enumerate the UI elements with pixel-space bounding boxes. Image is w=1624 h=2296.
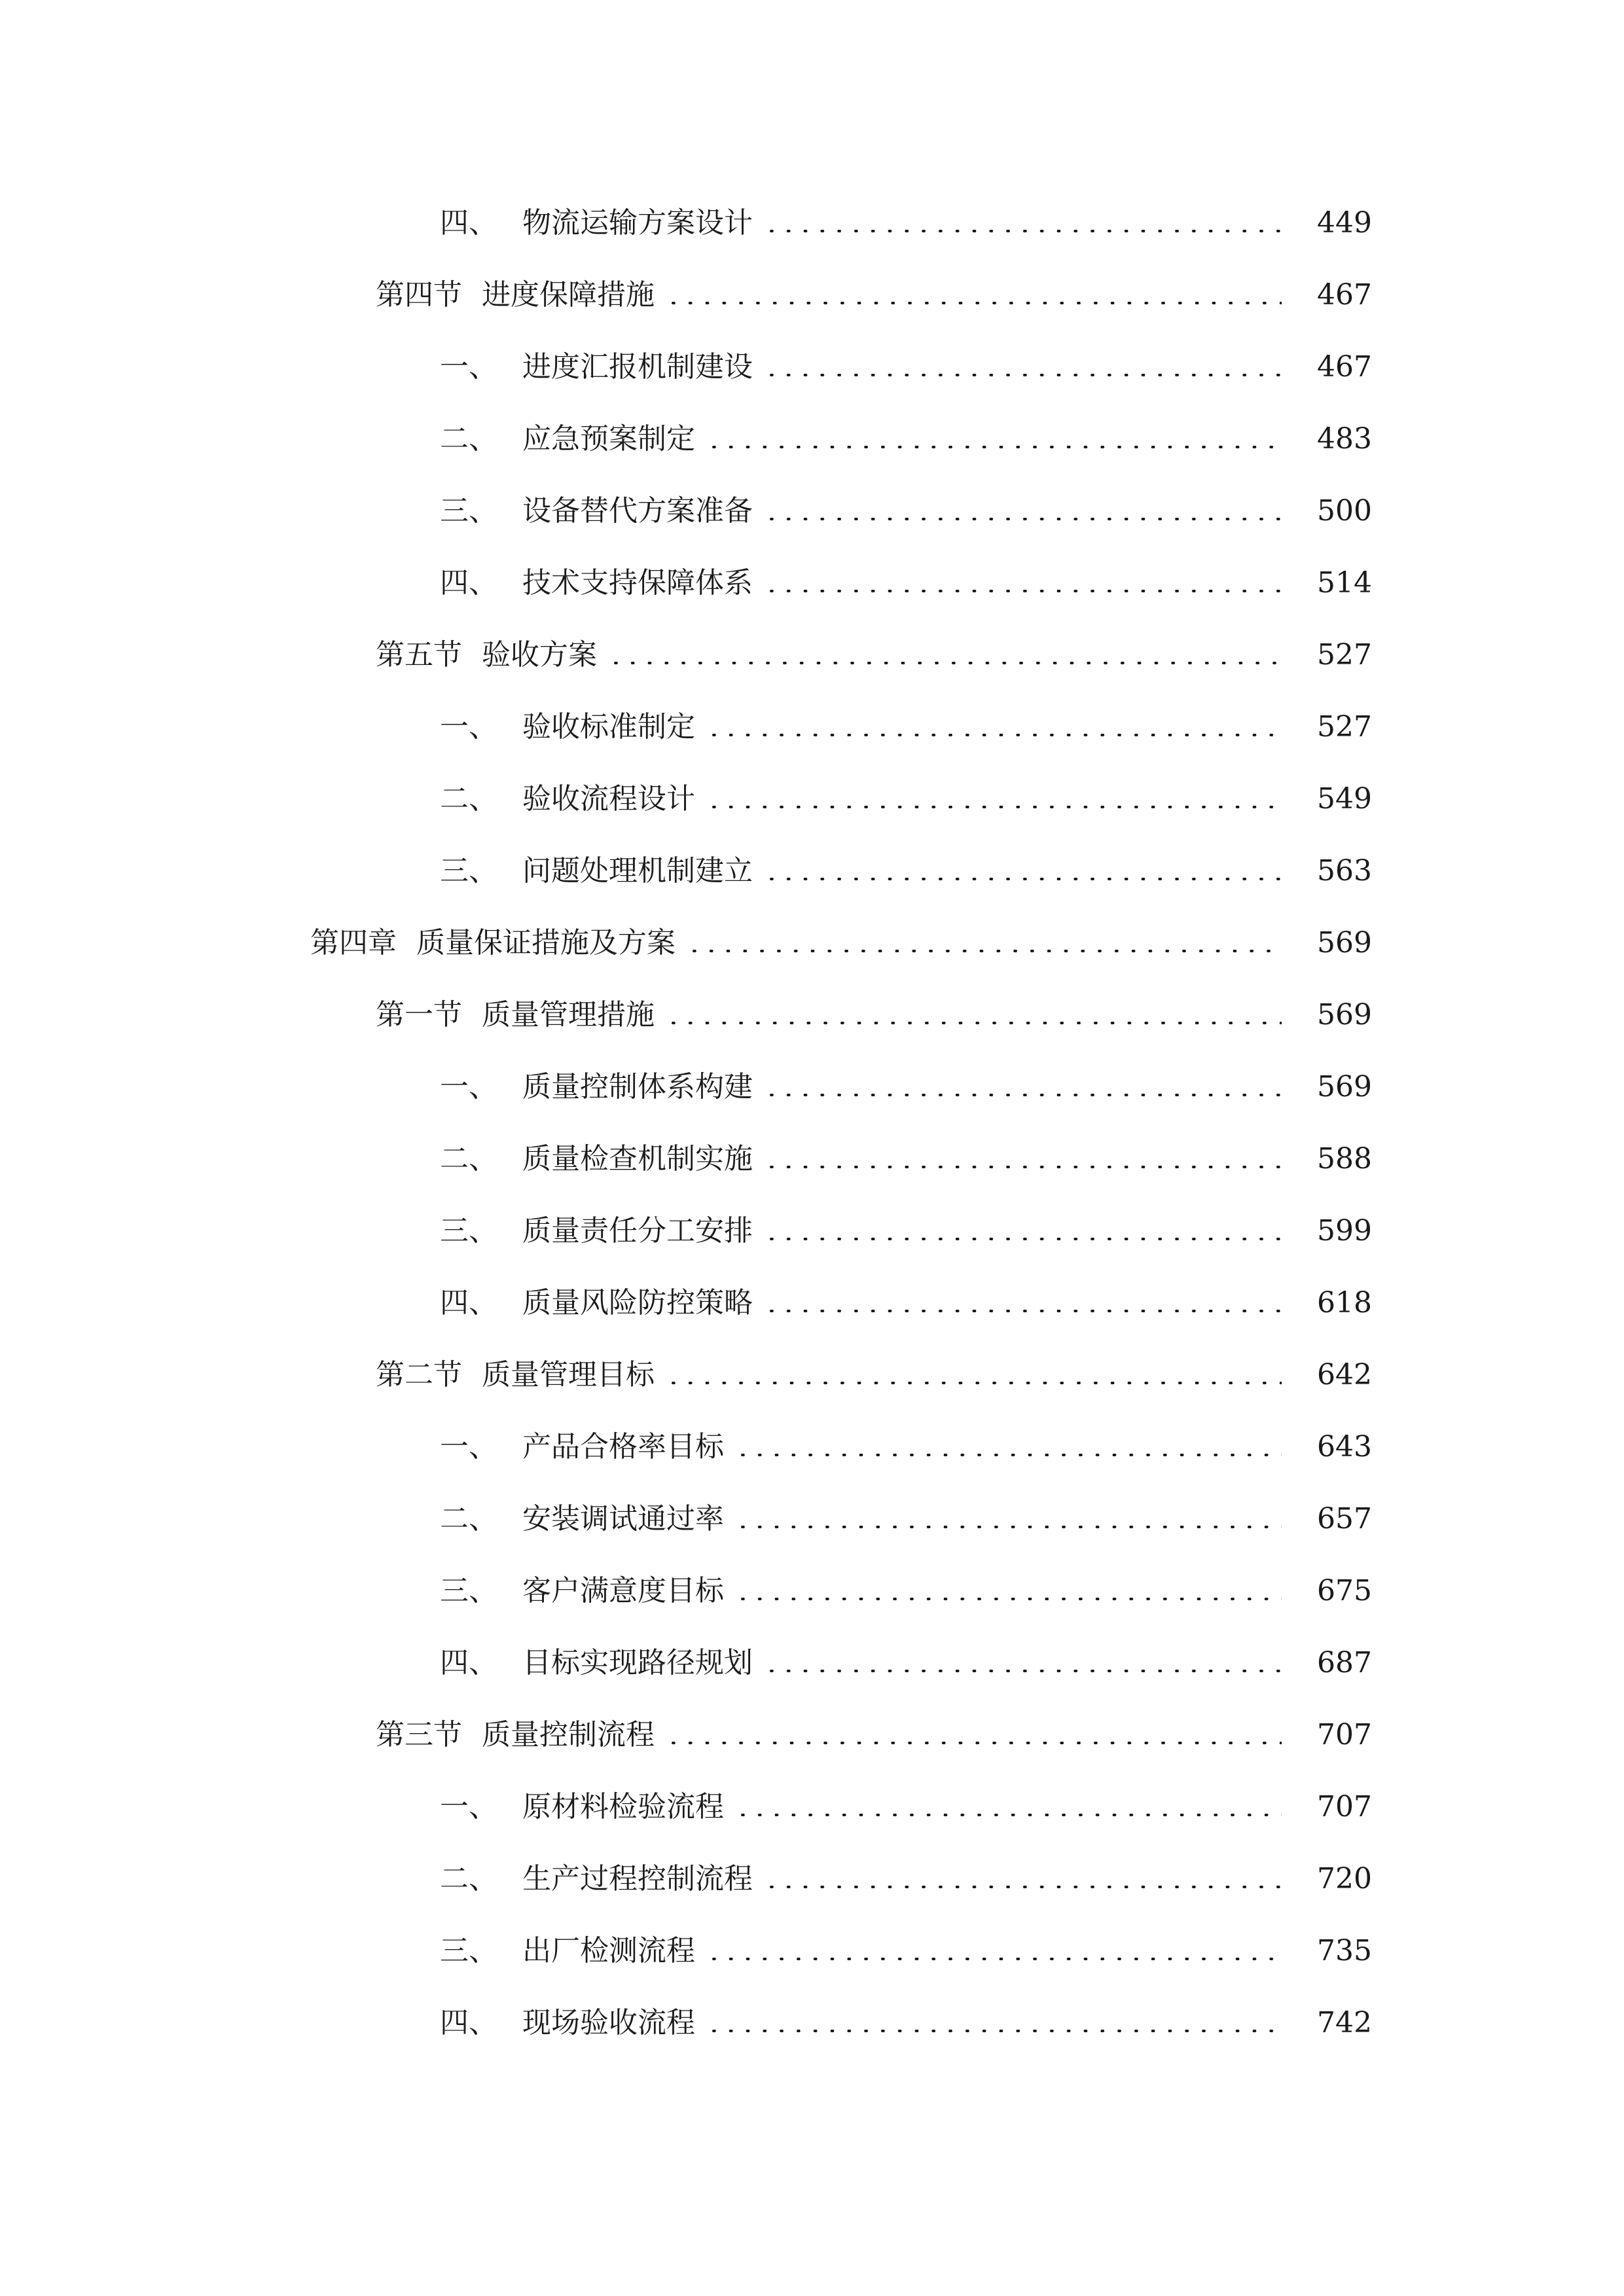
toc-entry-item[interactable] [0,1195,1624,1267]
toc-entry-marker: 三、 [440,1934,497,1967]
toc-entry-page-number: 467 [1317,350,1372,384]
dot-leader [763,590,1282,592]
toc-entry-title: 进度保障措施 [482,278,655,312]
toc-entry-marker: 三、 [440,1214,497,1247]
dot-leader [665,1022,1282,1024]
toc-entry-title: 质量控制体系构建 [522,1070,753,1103]
dot-leader [706,734,1282,736]
toc-entry-section[interactable] [0,979,1624,1051]
dot-leader [706,2030,1282,2032]
toc-entry-item[interactable] [0,1627,1624,1699]
toc-entry-title: 物流运输方案设计 [522,206,753,240]
toc-entry-page-number: 569 [1317,998,1372,1031]
dot-leader [734,1598,1282,1600]
toc-entry-marker: 第四节 [376,278,462,312]
dot-leader [706,806,1282,808]
dot-leader [734,1814,1282,1816]
toc-entry-page-number: 742 [1317,2006,1372,2039]
toc-entry-title: 质量责任分工安排 [522,1214,753,1247]
toc-entry-item[interactable] [0,1555,1624,1627]
toc-entry-page-number: 599 [1317,1214,1372,1247]
toc-entry-marker: 四、 [440,1646,497,1679]
toc-entry-title: 现场验收流程 [522,2006,695,2039]
toc-entry-marker: 三、 [440,1574,497,1607]
toc-entry-title: 产品合格率目标 [522,1430,724,1463]
toc-entry-title: 进度汇报机制建设 [522,350,753,384]
toc-entry-page-number: 563 [1317,854,1372,888]
toc-entry-marker: 四、 [440,2006,497,2039]
toc-entry-marker: 一、 [440,1070,497,1103]
toc-entry-title: 生产过程控制流程 [522,1862,753,1895]
toc-entry-page-number: 569 [1317,926,1372,960]
toc-entry-page-number: 720 [1317,1862,1372,1895]
toc-entry-item[interactable] [0,1267,1624,1339]
toc-entry-page-number: 549 [1317,782,1372,816]
table-of-contents [0,187,1624,2059]
toc-entry-title: 安装调试通过率 [522,1502,724,1535]
dot-leader [706,1958,1282,1960]
toc-entry-page-number: 687 [1317,1646,1372,1679]
toc-entry-marker: 二、 [440,422,497,456]
toc-entry-marker: 四、 [440,206,497,240]
dot-leader [763,1166,1282,1168]
dot-leader [607,662,1282,664]
toc-entry-section[interactable] [0,619,1624,691]
toc-entry-item[interactable] [0,403,1624,475]
toc-entry-page-number: 514 [1317,566,1372,600]
toc-entry-title: 原材料检验流程 [522,1790,724,1823]
toc-entry-title: 验收流程设计 [522,782,695,816]
toc-entry-marker: 二、 [440,782,497,816]
dot-leader [665,1382,1282,1384]
toc-entry-page-number: 483 [1317,422,1372,456]
toc-entry-marker: 第四章 [310,926,397,960]
toc-entry-page-number: 642 [1317,1358,1372,1391]
dot-leader [686,950,1282,952]
toc-entry-marker: 三、 [440,494,497,528]
toc-entry-title: 质量风险防控策略 [522,1286,753,1319]
toc-entry-item[interactable] [0,1123,1624,1195]
toc-entry-item[interactable] [0,547,1624,619]
toc-entry-title: 质量检查机制实施 [522,1142,753,1175]
toc-entry-page-number: 643 [1317,1430,1372,1463]
toc-entry-marker: 二、 [440,1502,497,1535]
toc-entry-page-number: 527 [1317,710,1372,744]
toc-entry-page-number: 527 [1317,638,1372,672]
toc-entry-item[interactable] [0,475,1624,547]
toc-entry-title: 应急预案制定 [522,422,695,456]
toc-entry-title: 目标实现路径规划 [522,1646,753,1679]
toc-entry-marker: 四、 [440,566,497,600]
toc-entry-page-number: 467 [1317,278,1372,312]
toc-entry-page-number: 449 [1317,206,1372,240]
dot-leader [763,1310,1282,1312]
dot-leader [734,1526,1282,1528]
toc-entry-marker: 第一节 [376,998,462,1031]
toc-entry-section[interactable] [0,259,1624,331]
toc-entry-chapter[interactable] [0,907,1624,979]
dot-leader [763,1670,1282,1672]
toc-entry-title: 出厂检测流程 [522,1934,695,1967]
toc-entry-marker: 二、 [440,1862,497,1895]
toc-entry-item[interactable] [0,1987,1624,2059]
toc-entry-item[interactable] [0,1483,1624,1555]
toc-entry-item[interactable] [0,187,1624,259]
toc-entry-item[interactable] [0,835,1624,907]
toc-entry-item[interactable] [0,331,1624,403]
toc-entry-title: 质量保证措施及方案 [416,926,676,960]
toc-entry-marker: 第二节 [376,1358,462,1391]
toc-entry-page-number: 588 [1317,1142,1372,1175]
toc-entry-title: 验收标准制定 [522,710,695,744]
dot-leader [734,1454,1282,1456]
dot-leader [763,518,1282,520]
toc-entry-title: 验收方案 [482,638,597,672]
toc-entry-marker: 四、 [440,1286,497,1319]
toc-entry-title: 质量控制流程 [482,1718,655,1751]
toc-entry-item[interactable] [0,763,1624,835]
dot-leader [665,302,1282,304]
dot-leader [763,1886,1282,1888]
dot-leader [763,1094,1282,1096]
toc-entry-marker: 一、 [440,1790,497,1823]
toc-entry-marker: 一、 [440,350,497,384]
toc-entry-marker: 第五节 [376,638,462,672]
dot-leader [763,230,1282,232]
toc-entry-item[interactable] [0,1915,1624,1987]
toc-entry-title: 技术支持保障体系 [522,566,753,600]
toc-entry-section[interactable] [0,1339,1624,1411]
dot-leader [763,878,1282,880]
toc-entry-page-number: 707 [1317,1718,1372,1751]
toc-entry-page-number: 735 [1317,1934,1372,1967]
toc-entry-title: 质量管理措施 [482,998,655,1031]
toc-entry-item[interactable] [0,691,1624,763]
toc-entry-marker: 第三节 [376,1718,462,1751]
toc-entry-title: 设备替代方案准备 [522,494,753,528]
toc-entry-marker: 二、 [440,1142,497,1175]
toc-entry-marker: 一、 [440,1430,497,1463]
toc-entry-item[interactable] [0,1051,1624,1123]
toc-entry-marker: 三、 [440,854,497,888]
toc-entry-title: 客户满意度目标 [522,1574,724,1607]
dot-leader [706,446,1282,448]
toc-entry-item[interactable] [0,1771,1624,1843]
toc-entry-page-number: 618 [1317,1286,1372,1319]
toc-entry-marker: 一、 [440,710,497,744]
toc-entry-page-number: 500 [1317,494,1372,528]
toc-entry-item[interactable] [0,1843,1624,1915]
toc-entry-title: 质量管理目标 [482,1358,655,1391]
toc-entry-page-number: 657 [1317,1502,1372,1535]
dot-leader [763,374,1282,376]
toc-entry-page-number: 707 [1317,1790,1372,1823]
toc-entry-title: 问题处理机制建立 [522,854,753,888]
dot-leader [763,1238,1282,1240]
toc-entry-page-number: 675 [1317,1574,1372,1607]
toc-entry-page-number: 569 [1317,1070,1372,1103]
dot-leader [665,1742,1282,1744]
toc-entry-item[interactable] [0,1411,1624,1483]
toc-entry-section[interactable] [0,1699,1624,1771]
